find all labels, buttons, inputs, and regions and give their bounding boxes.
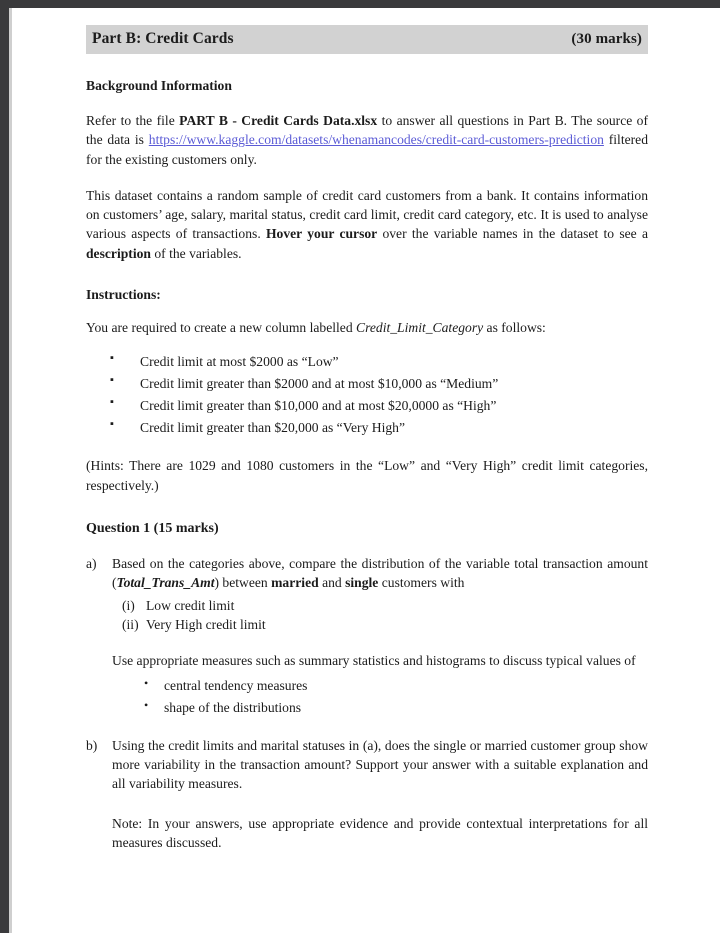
part-title: Part B: Credit Cards — [92, 30, 234, 47]
part-a-text-tail: customers with — [378, 575, 465, 591]
new-column-lead: You are required to create a new column labelled — [86, 320, 357, 336]
credit-limit-roman-list — [112, 596, 648, 635]
list-item: ▪ Credit limit greater than $2000 and at most $10,000 as “Medium” — [86, 373, 648, 395]
dataset-description-tail: of the variables. — [150, 245, 242, 261]
list-item: • central tendency measures — [112, 675, 648, 697]
single-emphasis: single — [345, 575, 379, 591]
background-paragraph-1 — [86, 111, 648, 169]
list-item — [122, 615, 648, 635]
list-item: ▪ Credit limit at most $2000 as “Low” — [86, 351, 648, 373]
part-header-band — [86, 25, 648, 54]
new-column-instruction — [86, 318, 648, 337]
new-column-tail: as follows: — [483, 320, 546, 336]
scan-border-top — [0, 0, 720, 8]
description-emphasis: description — [86, 245, 151, 261]
married-emphasis: married — [271, 575, 319, 591]
part-a-body — [112, 554, 648, 719]
hover-cursor-emphasis: Hover your cursor — [265, 226, 378, 242]
scan-border-left — [0, 0, 9, 933]
roman-numeral: (ii) — [122, 617, 139, 633]
part-a-text-lead: Based on the categories above, compare the distribution of the variable total transaction amount ( — [112, 556, 648, 591]
part-a-label: a) — [86, 556, 97, 572]
part-b-body — [112, 736, 648, 852]
part-marks: (30 marks) — [571, 31, 642, 47]
document-content — [86, 25, 648, 852]
part-a-text-mid1: ) between — [214, 575, 272, 591]
background-information-heading: Background Information — [86, 78, 232, 93]
part-b-text: Using the credit limits and marital statuses in (a), does the single or married customer group show more variability in the transaction amount? Support your answer with a suitable explanation and all variability measures. — [112, 737, 648, 792]
total-trans-amt-variable: Total_Trans_Amt — [116, 575, 215, 591]
refer-text-lead: Refer to the file — [86, 113, 180, 128]
list-item: • shape of the distributions — [112, 697, 648, 719]
data-file-name: PART B - Credit Cards Data.xlsx — [179, 113, 378, 128]
list-item: ▪ Credit limit greater than $20,000 as “Very High” — [86, 417, 648, 439]
question-1-part-a — [86, 554, 648, 719]
refer-text-mid: to answer all questions in Part B. The source of the data is — [86, 113, 649, 148]
question-1-part-b — [86, 736, 648, 852]
document-page — [12, 11, 720, 933]
list-item: ▪ Credit limit greater than $10,000 and at most $20,0000 as “High” — [86, 395, 648, 417]
hints-paragraph: (Hints: There are 1029 and 1080 customers in the “Low” and “Very High” credit limit categories, respectively.) — [86, 458, 648, 493]
roman-numeral: (i) — [122, 597, 135, 613]
credit-limit-category-column: Credit_Limit_Category — [356, 320, 484, 336]
answer-note: Note: In your answers, use appropriate evidence and provide contextual interpretations for all measures discussed. — [112, 815, 648, 851]
measures-instruction: Use appropriate measures such as summary statistics and histograms to discuss typical values of — [112, 653, 636, 669]
part-b-label: b) — [86, 737, 98, 753]
background-paragraph-2 — [86, 186, 648, 263]
refer-text-tail: filtered for the existing customers only. — [86, 132, 648, 167]
roman-item-label: Very High credit limit — [146, 617, 266, 633]
part-a-text-mid2: and — [318, 575, 346, 591]
roman-item-label: Low credit limit — [146, 597, 235, 613]
dataset-description-lead: This dataset contains a random sample of credit card customers from a bank. It contains information on customers’ age, salary, marital status, credit card limit, credit card category, etc. It is used to analyse various aspects of transactions. — [86, 187, 648, 242]
question-1-heading: Question 1 (15 marks) — [86, 521, 219, 537]
credit-limit-category-list — [86, 351, 648, 439]
kaggle-dataset-link[interactable]: https://www.kaggle.com/datasets/whenamancodes/credit-card-customers-prediction — [148, 132, 604, 148]
list-item — [122, 596, 648, 616]
dataset-description-mid: over the variable names in the dataset to see a — [377, 226, 648, 242]
instructions-heading: Instructions: — [86, 287, 161, 303]
measures-bullet-list — [112, 675, 648, 719]
